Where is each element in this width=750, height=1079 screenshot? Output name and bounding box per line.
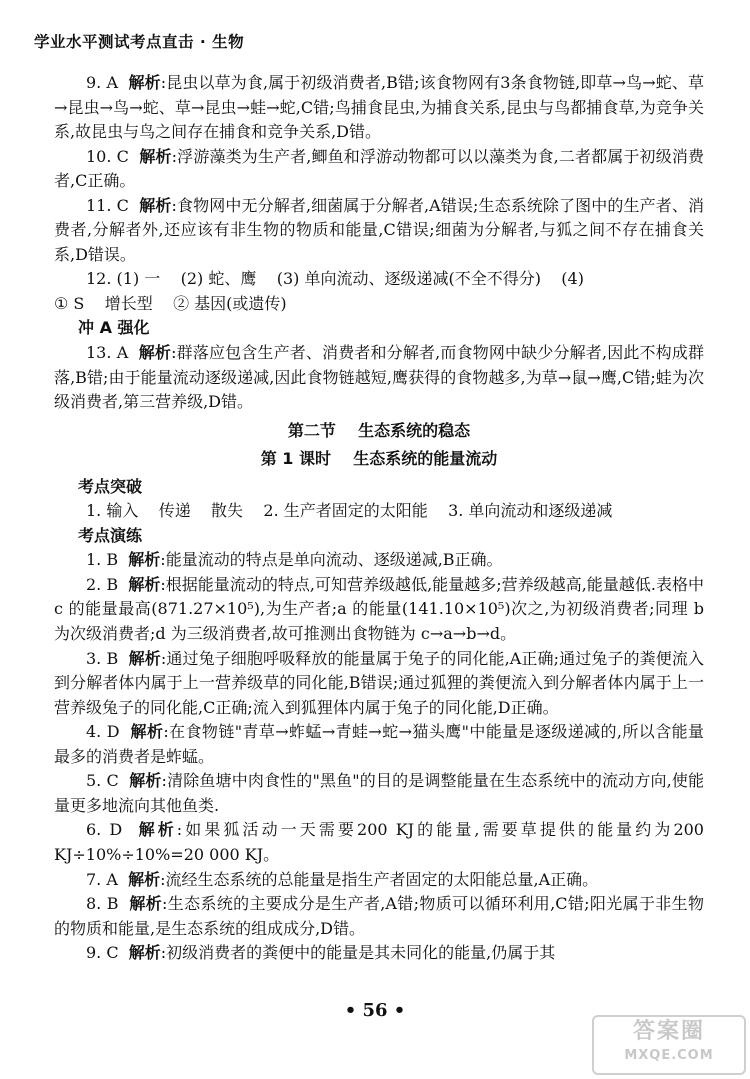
analysis-keyword: 解析	[128, 869, 161, 889]
answer-text: :能量流动的特点是单向流动、逐级递减,B正确。	[160, 550, 503, 570]
answer-number: 5. C	[86, 771, 119, 791]
lesson-title: 第 1 课时 生态系统的能量流动	[260, 449, 498, 469]
answer-item	[54, 769, 704, 818]
analysis-keyword: 解析	[128, 648, 161, 668]
answer-item	[54, 647, 704, 721]
answer-number: 2. B	[86, 574, 119, 594]
page-content	[54, 71, 704, 966]
answer-item	[54, 548, 704, 573]
analysis-keyword: 解析	[128, 73, 161, 92]
answer-item	[54, 892, 704, 941]
answer-number: 13. A	[86, 343, 129, 363]
analysis-keyword: 解析	[128, 943, 161, 963]
analysis-keyword: 解析	[128, 550, 161, 570]
page-number: • 56 •	[344, 1000, 406, 1021]
answer-text: :初级消费者的粪便中的能量是其未同化的能量,仍属于其	[160, 943, 556, 963]
analysis-keyword: 解析	[128, 574, 161, 594]
analysis-keyword: 解析	[138, 820, 177, 840]
answer-number: 7. A	[86, 869, 118, 889]
answer-text: :食物网中无分解者,细菌属于分解者,A错误;生态系统除了图中的生产者、消费者,分解者外,还应该有非生物的物质和能量,C错误;细菌为分解者,与狐之间不存在捕食关系,D错误。	[54, 195, 704, 264]
answer-number: 8. B	[86, 894, 119, 914]
answer-12-line1: 12. (1) 一 (2) 蛇、鹰 (3) 单向流动、逐级递减(不全不得分) (4)	[86, 269, 584, 289]
answer-text: :生态系统的主要成分是生产者,A错;物质可以循环利用,C错;阳光属于非生物的物质和能量,是生态系统的组成成分,D错。	[54, 894, 704, 938]
tupo-answers: 1. 输入 传递 散失 2. 生产者固定的太阳能 3. 单向流动和逐级递减	[86, 501, 613, 521]
answer-number: 1. B	[86, 550, 119, 570]
answer-text: :群落应包含生产者、消费者和分解者,而食物网中缺少分解者,因此不构成群落,B错;由于能量流动逐级递减,因此食物链越短,鹰获得的食物越多,为草→鼠→鹰,C错;蛙为次级消费者,第三营养级,D错。	[54, 343, 704, 412]
answer-number: 6. D	[86, 820, 123, 840]
kaodian-tupo-heading: 考点突破	[78, 476, 143, 496]
answer-item	[54, 818, 704, 867]
analysis-keyword: 解析	[130, 722, 164, 742]
analysis-keyword: 解析	[129, 894, 163, 914]
answer-item	[54, 145, 704, 194]
answer-text: :通过兔子细胞呼吸释放的能量属于兔子的同化能,A正确;通过兔子的粪便流入到分解者体内属于上一营养级草的同化能,B错误;通过狐狸的粪便流入到分解者体内属于上一营养级兔子的同化能,C正确;流入到狐狸体内属于兔子的同化能,D正确。	[54, 648, 704, 717]
section-title: 第二节 生态系统的稳态	[287, 420, 471, 440]
answer-text: :根据能量流动的特点,可知营养级越低,能量越多;营养级越高,能量越低.表格中 c 的能量最高(871.27×10⁵),为生产者;a 的能量(141.10×10⁵)次之,为初级消费者;同理 b 为次级消费者;d 为三级消费者,故可推测出食物链为 c→a→b→d。	[54, 574, 704, 644]
answer-item	[54, 71, 704, 145]
answer-text: :如果狐活动一天需要200 KJ的能量,需要草提供的能量约为200 KJ÷10%÷10%=20 000 KJ。	[54, 820, 704, 864]
answer-number: 9. C	[86, 943, 119, 963]
analysis-keyword: 解析	[138, 343, 172, 363]
watermark-logo	[592, 1015, 746, 1075]
answer-text: :清除鱼塘中肉食性的"黑鱼"的目的是调整能量在生态系统中的流动方向,使能量更多地流向其他鱼类.	[54, 771, 705, 815]
answer-number: 3. B	[86, 648, 119, 668]
answer-number: 4. D	[86, 722, 120, 742]
answer-item	[54, 720, 704, 769]
answer-item	[54, 341, 704, 415]
answer-item	[54, 194, 704, 268]
answer-item	[54, 941, 704, 966]
chong-a-heading: 冲 A 强化	[78, 318, 150, 338]
answer-number: 11. C	[86, 195, 129, 215]
answer-item	[54, 868, 704, 893]
running-header: 学业水平测试考点直击 · 生物	[34, 33, 245, 51]
watermark-url: MXQE.COM	[624, 1048, 714, 1063]
analysis-keyword: 解析	[139, 195, 172, 215]
answer-text: :在食物链"青草→蚱蜢→青蛙→蛇→猫头鹰"中能量是逐级递减的,所以含能量最多的消费者是蚱蜢。	[54, 722, 704, 766]
answer-text: :流经生态系统的总能量是指生产者固定的太阳能总量,A正确。	[160, 869, 599, 889]
kaodian-yanlian-heading: 考点演练	[78, 525, 143, 545]
answer-item	[54, 573, 704, 647]
answer-text: :昆虫以草为食,属于初级消费者,B错;该食物网有3条食物链,即草→鸟→蛇、草→昆虫→鸟→蛇、草→昆虫→蛙→蛇,C错;鸟捕食昆虫,为捕食关系,昆虫与鸟都捕食草,为竞争关系,故昆虫与鸟之间存在捕食和竞争关系,D错。	[54, 73, 704, 142]
watermark-text: 答案圈	[632, 1019, 705, 1044]
answer-text: :浮游藻类为生产者,鲫鱼和浮游动物都可以以藻类为食,二者都属于初级消费者,C正确。	[54, 146, 704, 191]
answer-number: 9. A	[86, 73, 119, 92]
answer-number: 10. C	[86, 146, 129, 166]
analysis-keyword: 解析	[129, 771, 162, 791]
answer-12-line2: ① S 增长型 ② 基因(或遗传)	[54, 293, 287, 313]
analysis-keyword: 解析	[139, 146, 172, 166]
